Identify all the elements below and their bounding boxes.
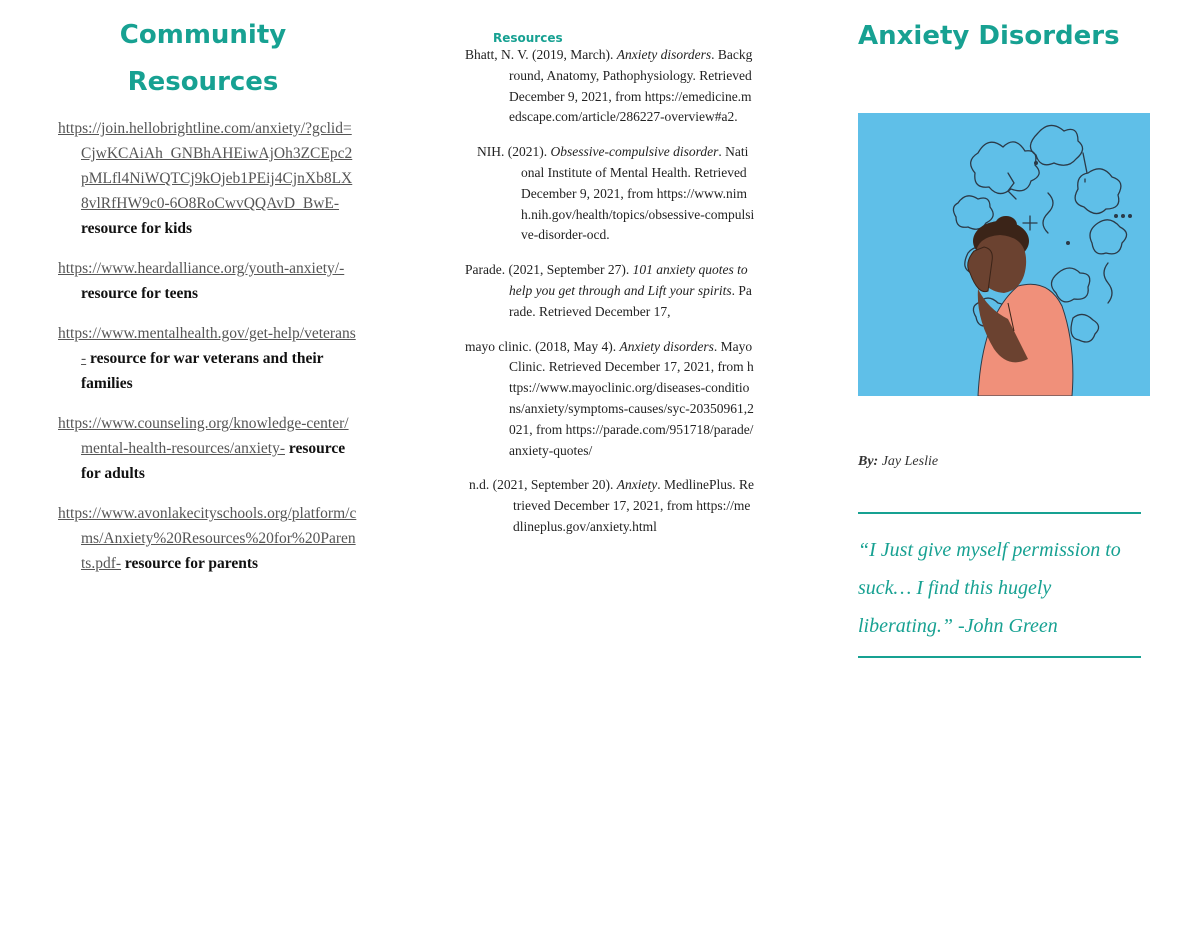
resource-item-teens bbox=[58, 256, 358, 306]
cover-title: Anxiety Disorders bbox=[858, 21, 1120, 51]
resource-link-parents[interactable]: https://www.avonlakecityschools.org/platform/cms/Anxiety%20Resources%20for%20Parents.pdf- bbox=[58, 505, 357, 572]
resource-link-teens[interactable]: https://www.heardalliance.org/youth-anxiety/- bbox=[58, 260, 345, 277]
resource-item-parents bbox=[58, 501, 358, 576]
community-resources-title: Community Resources bbox=[119, 20, 287, 97]
resource-list bbox=[58, 116, 358, 576]
resource-item-veterans bbox=[58, 321, 358, 396]
reference-item: mayo clinic. (2018, May 4). Anxiety disorders. Mayo Clinic. Retrieved December 17, 2021, from https://www.mayoclinic.org/diseases-conditions/anxiety/symptoms-causes/syc-20350961,2021, from https://parade.com/951718/parade/anxiety-quotes/ bbox=[465, 338, 754, 458]
featured-quote: “I Just give myself permission to suck… I find this hugely liberating.” -John Green bbox=[858, 539, 1121, 637]
references-heading: Resources bbox=[493, 31, 563, 45]
resource-link-veterans[interactable]: https://www.mentalhealth.gov/get-help/veterans- bbox=[58, 325, 356, 367]
anxious-woman-illustration-icon bbox=[858, 113, 1150, 396]
resource-item-kids bbox=[58, 116, 358, 241]
resource-link-adults[interactable]: https://www.counseling.org/knowledge-center/mental-health-resources/anxiety- bbox=[58, 415, 349, 457]
resource-link-kids[interactable]: https://join.hellobrightline.com/anxiety/?gclid=CjwKCAiAh_GNBhAHEiwAjOh3ZCEpc2pMLfl4NiWQTCj9kOjeb1PEij4CjnXb8LX8vlRfHW9c0-6O8RoCwvQQAvD_BwE- bbox=[58, 120, 353, 212]
quote-bottom-divider bbox=[858, 656, 1141, 658]
resource-label-adults: resource for adults bbox=[81, 440, 346, 482]
reference-item: NIH. (2021). Obsessive-compulsive disorder. National Institute of Mental Health. Retrieved December 9, 2021, from https://www.nimh.nih.gov/health/topics/obsessive-compulsive-disorder-ocd. bbox=[477, 144, 755, 243]
resource-label-veterans: resource for war veterans and their families bbox=[81, 350, 324, 392]
resource-label-teens: resource for teens bbox=[81, 285, 199, 302]
resource-item-adults bbox=[58, 411, 358, 486]
resource-label-parents: resource for parents bbox=[124, 555, 259, 572]
reference-item: n.d. (2021, September 20). Anxiety. MedlinePlus. Retrieved December 17, 2021, from https://medlineplus.gov/anxiety.html bbox=[469, 477, 754, 534]
reference-item: Parade. (2021, September 27). 101 anxiety quotes to help you get through and Lift your spirits. Parade. Retrieved December 17, bbox=[465, 262, 752, 319]
reference-item: Bhatt, N. V. (2019, March). Anxiety disorders. Background, Anatomy, Pathophysiology. Retrieved December 9, 2021, from https://emedicine.medscape.com/article/286227-overview#a2. bbox=[465, 47, 753, 125]
community-resources-panel bbox=[58, 0, 358, 591]
resource-label-kids: resource for kids bbox=[81, 220, 193, 237]
illustration-svg bbox=[858, 113, 1150, 396]
author-byline: By: Jay Leslie bbox=[858, 454, 939, 469]
references-panel bbox=[465, 0, 755, 552]
quote-top-divider bbox=[858, 512, 1141, 514]
cover-panel bbox=[858, 0, 1158, 637]
